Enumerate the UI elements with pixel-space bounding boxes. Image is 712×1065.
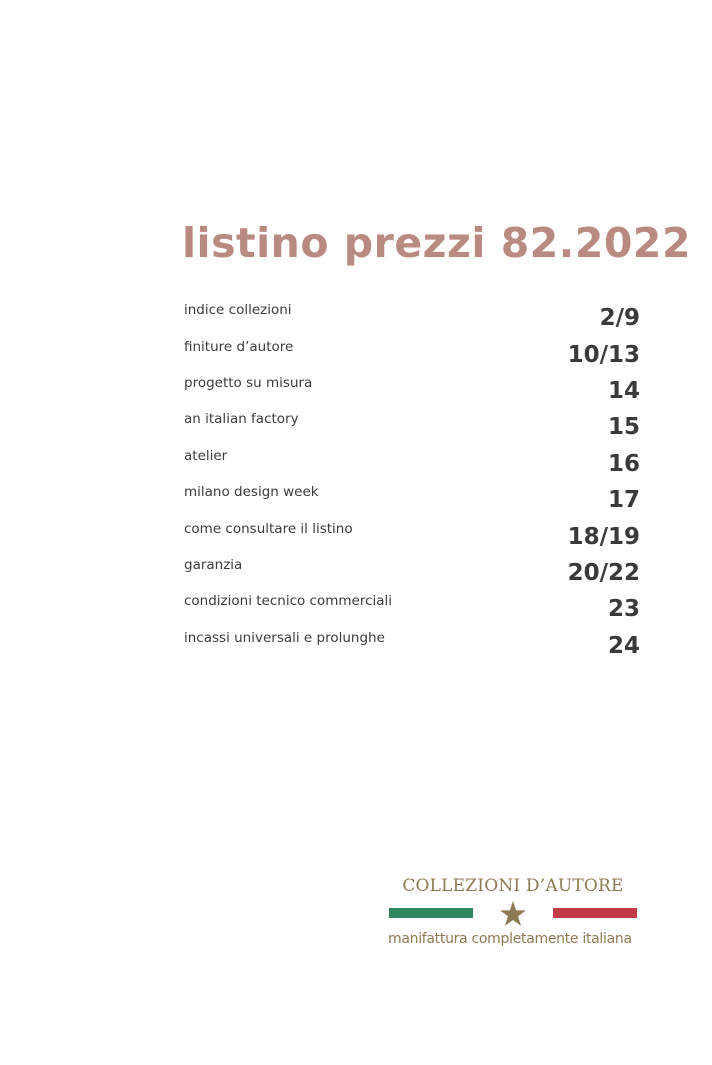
toc-entry bbox=[184, 369, 640, 405]
toc-entry-label: incassi universali e prolunghe bbox=[184, 629, 385, 646]
toc-entry-label: progetto su misura bbox=[184, 374, 313, 391]
brand-logo bbox=[388, 872, 638, 949]
toc-entry-page: 23 bbox=[607, 596, 640, 623]
toc-entry-page: 16 bbox=[607, 450, 640, 477]
brand-name: COLLEZIONI D’AUTORE bbox=[402, 876, 624, 896]
toc-entry-page: 20/22 bbox=[567, 559, 640, 586]
toc-entry-label: condizioni tecnico commerciali bbox=[184, 593, 393, 610]
toc-entry-label: come consultare il listino bbox=[184, 520, 353, 537]
italian-flag-bar bbox=[388, 900, 638, 928]
toc-entry bbox=[184, 551, 640, 587]
toc-entry-page: 2/9 bbox=[599, 305, 640, 332]
flag-green-stripe bbox=[389, 908, 473, 918]
toc-entry-page: 10/13 bbox=[567, 341, 640, 368]
toc-entry-page: 18/19 bbox=[567, 523, 640, 550]
toc-entry-label: finiture d’autore bbox=[184, 338, 294, 355]
toc-entry-label: atelier bbox=[184, 447, 228, 464]
toc-entry-page: 15 bbox=[607, 414, 640, 441]
toc-entry-page: 14 bbox=[607, 377, 640, 404]
table-of-contents bbox=[184, 296, 640, 660]
toc-entry-page: 24 bbox=[607, 632, 640, 659]
star-icon bbox=[499, 900, 527, 928]
page-title: listino prezzi 82.2022 bbox=[182, 219, 691, 267]
toc-entry-page: 17 bbox=[607, 487, 640, 514]
flag-red-stripe bbox=[553, 908, 637, 918]
toc-entry bbox=[184, 624, 640, 660]
toc-entry bbox=[184, 442, 640, 478]
star-shape bbox=[500, 901, 526, 926]
toc-entry-label: garanzia bbox=[184, 556, 243, 573]
toc-entry-label: indice collezioni bbox=[184, 302, 292, 319]
toc-entry bbox=[184, 587, 640, 623]
toc-entry bbox=[184, 514, 640, 550]
toc-entry bbox=[184, 478, 640, 514]
toc-entry-label: milano design week bbox=[184, 484, 319, 501]
toc-entry bbox=[184, 332, 640, 368]
toc-entry bbox=[184, 296, 640, 332]
toc-entry-label: an italian factory bbox=[184, 411, 299, 428]
toc-entry bbox=[184, 405, 640, 441]
brand-tagline: manifattura completamente italiana bbox=[388, 931, 632, 947]
